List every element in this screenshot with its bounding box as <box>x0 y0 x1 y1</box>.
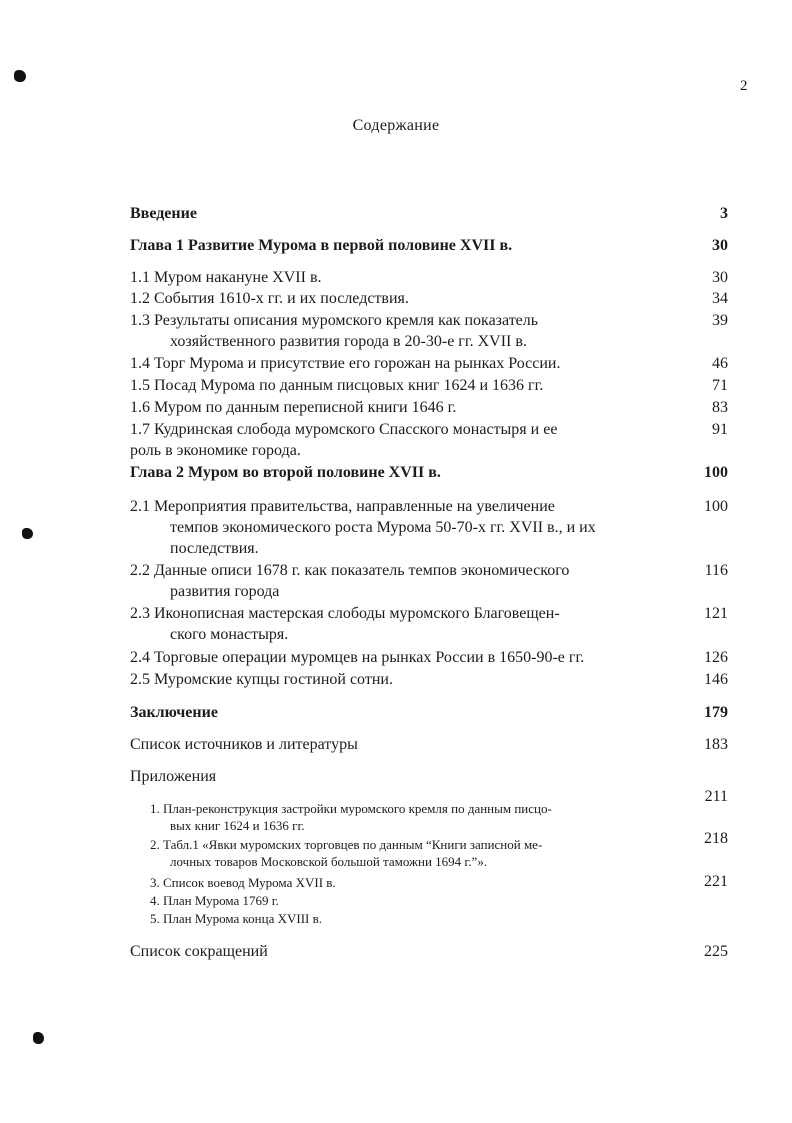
toc-entry-text: 2.5 Муромские купцы гостиной сотни. <box>130 671 393 688</box>
toc-entry-text: 2.2 Данные описи 1678 г. как показатель темпов экономического <box>130 562 570 579</box>
toc-entry-page: 83 <box>712 399 728 416</box>
toc-entry-page: 225 <box>704 943 728 960</box>
toc-entry-page: 91 <box>712 421 728 438</box>
toc-entry-text: 2.4 Торговые операции муромцев на рынках России в 1650-90-е гг. <box>130 649 585 666</box>
toc-entry-page: 221 <box>704 873 728 890</box>
toc-entry-text: 3. Список воевод Мурома XVII в. <box>150 875 336 890</box>
toc-entry-page: 30 <box>712 269 728 286</box>
toc-entry-text: 1.7 Кудринская слобода муромского Спасского монастыря и ее <box>130 421 558 438</box>
toc-entry-text: Глава 1 Развитие Мурома в первой половине XVII в. <box>130 237 513 254</box>
toc-entry-page: 116 <box>704 562 728 579</box>
scan-blot <box>22 528 33 539</box>
toc-entry-page: 30 <box>712 237 728 254</box>
toc-entry-text: Глава 2 Муром во второй половине XVII в. <box>130 464 441 481</box>
toc-entry-page: 126 <box>704 649 728 666</box>
toc-entry-text: 2.1 Мероприятия правительства, направленные на увеличение <box>130 498 555 515</box>
toc-entry-page: 100 <box>704 464 728 481</box>
toc-entry-continuation: вых книг 1624 и 1636 гг. <box>170 818 305 833</box>
toc-entry-page: 211 <box>704 788 728 805</box>
toc-entry-text: 1.1 Муром накануне XVII в. <box>130 269 322 286</box>
toc-entry-text: 1. План-реконструкция застройки муромского кремля по данным писцо- <box>150 801 552 816</box>
toc-entry-text: 1.2 События 1610-х гг. и их последствия. <box>130 290 409 307</box>
toc-entry-continuation: ского монастыря. <box>170 626 289 643</box>
toc-entry-text: 1.4 Торг Мурома и присутствие его горожан на рынках России. <box>130 355 561 372</box>
toc-entry-text: 2. Табл.1 «Явки муромских торговцев по данным “Книги записной ме- <box>150 837 543 852</box>
toc-entry-page: 71 <box>712 377 728 394</box>
toc-entry-text: 2.3 Иконописная мастерская слободы муромского Благовещен- <box>130 605 560 622</box>
toc-entry-page: 146 <box>704 671 728 688</box>
toc-entry-text: Заключение <box>130 704 218 721</box>
toc-entry-page: 121 <box>704 605 728 622</box>
toc-entry-text: 1.6 Муром по данным переписной книги 1646 г. <box>130 399 457 416</box>
toc-entry-text: Приложения <box>130 768 217 785</box>
toc-entry-text: 5. План Мурома конца XVIII в. <box>150 911 322 926</box>
scan-blot <box>14 70 26 82</box>
toc-entry-text: Список источников и литературы <box>130 736 358 753</box>
scan-blot <box>33 1032 44 1044</box>
toc-entry-text: 1.5 Посад Мурома по данным писцовых книг 1624 и 1636 гг. <box>130 377 544 394</box>
toc-entry-page: 179 <box>704 704 728 721</box>
toc-entry-page: 3 <box>720 205 728 222</box>
toc-entry-page: 39 <box>712 312 728 329</box>
page-title: Содержание <box>352 117 440 134</box>
toc-entry-text: Введение <box>130 205 197 222</box>
toc-entry-continuation: развития города <box>170 583 280 600</box>
toc-entry-page: 183 <box>704 736 728 753</box>
toc-entry-continuation: лочных товаров Московской большой таможни 1694 г.”». <box>170 854 488 869</box>
toc-entry-continuation: последствия. <box>170 540 259 557</box>
page-number: 2 <box>740 78 748 94</box>
toc-entry-page: 46 <box>712 355 728 372</box>
toc-entry-text: 4. План Мурома 1769 г. <box>150 893 279 908</box>
toc-entry-page: 218 <box>704 830 728 847</box>
toc-entry-continuation: хозяйственного развития города в 20-30-е гг. XVII в. <box>170 333 527 350</box>
toc-entry-continuation: темпов экономического роста Мурома 50-70-х гг. XVII в., и их <box>170 519 596 536</box>
toc-entry-continuation: роль в экономике города. <box>130 442 301 459</box>
toc-entry-text: 1.3 Результаты описания муромского кремля как показатель <box>130 312 539 329</box>
toc-entry-text: Список сокращений <box>130 943 268 960</box>
toc-entry-page: 100 <box>704 498 728 515</box>
toc-entry-page: 34 <box>712 290 728 307</box>
